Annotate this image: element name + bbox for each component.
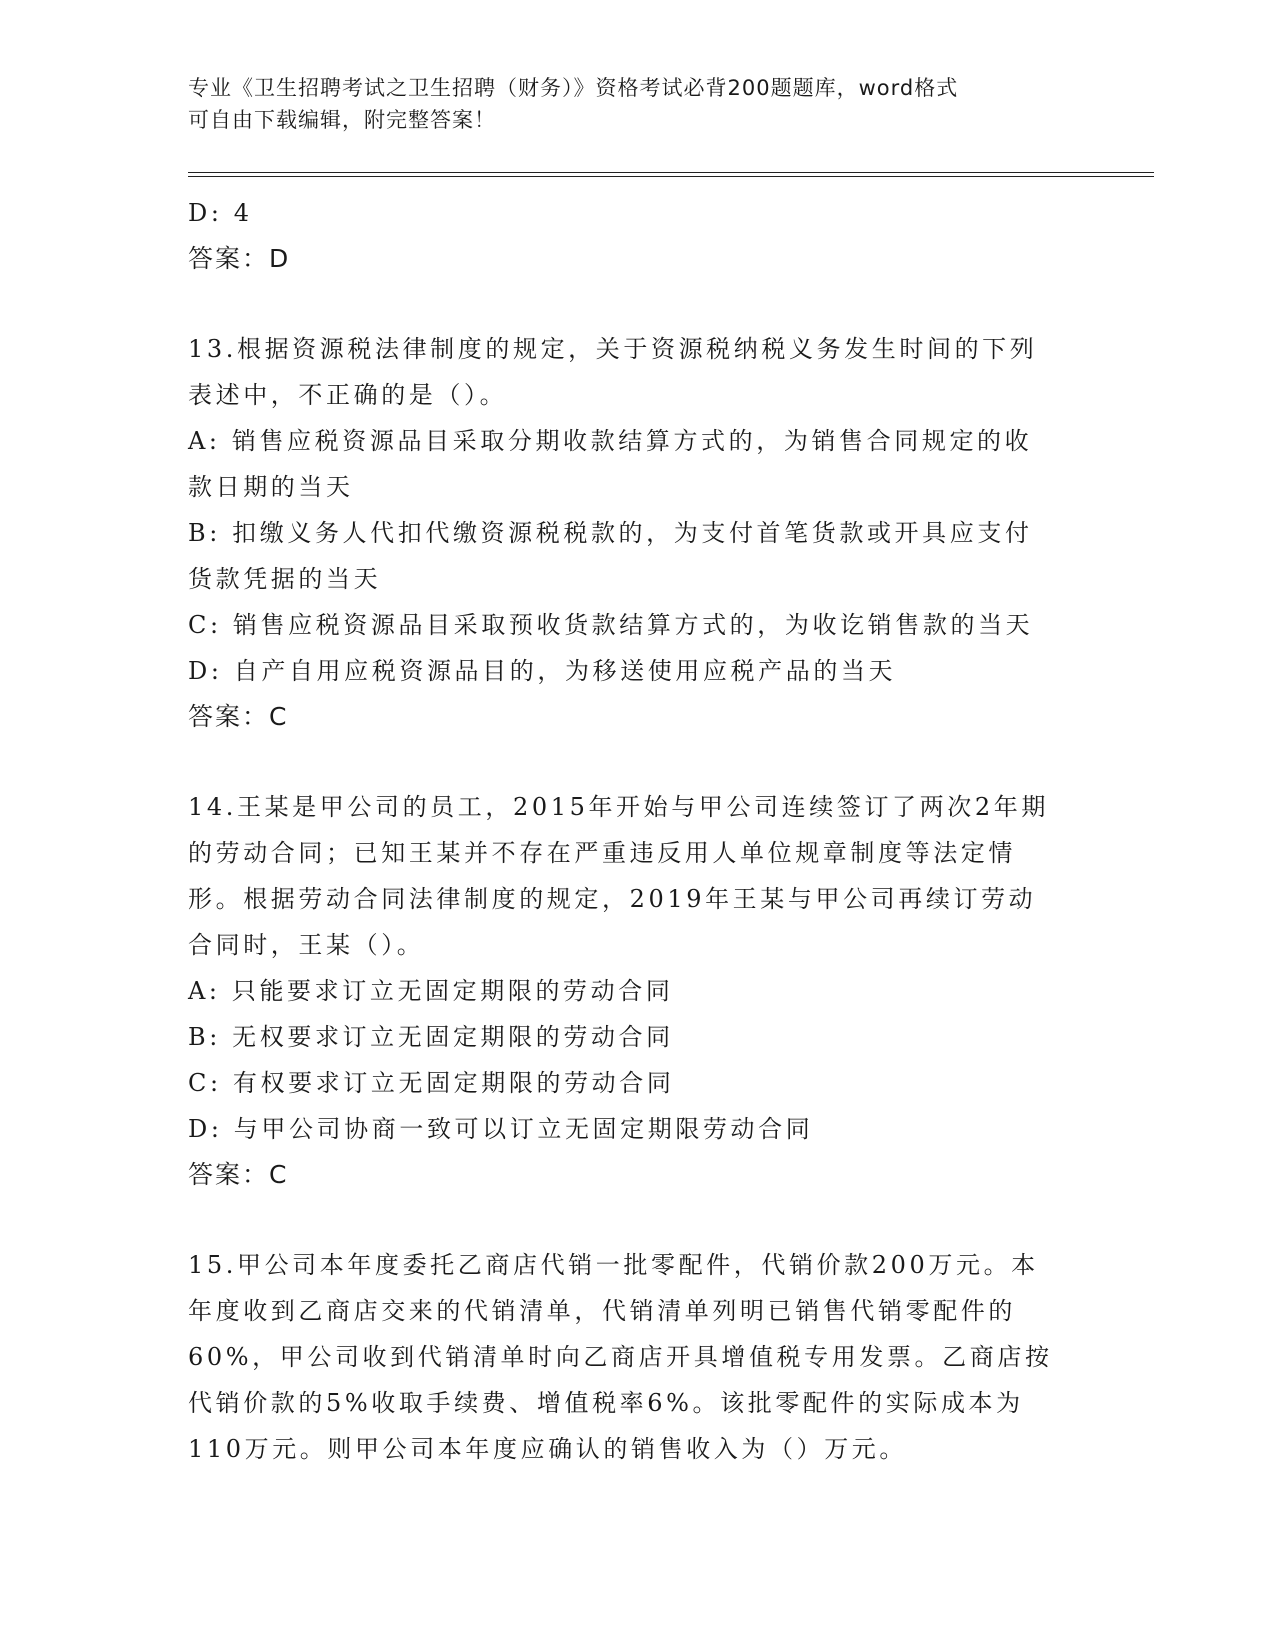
page-header [188, 72, 1088, 136]
question-text: 合同时，王某（）。 [188, 931, 425, 959]
question-text: 14.王某是甲公司的员工，2015年开始与甲公司连续签订了两次2年期 [188, 793, 1049, 821]
option-d: D: 自产自用应税资源品目的，为移送使用应税产品的当天 [188, 657, 897, 685]
question-14 [188, 784, 1088, 1198]
question-text: 年度收到乙商店交来的代销清单，代销清单列明已销售代销零配件的 [188, 1297, 1016, 1325]
question-text: 代销价款的5%收取手续费、增值税率6%。该批零配件的实际成本为 [188, 1389, 1024, 1417]
header-rule-top [188, 172, 1154, 173]
header-rule-bottom [188, 176, 1154, 177]
option-b-continued: 货款凭据的当天 [188, 565, 382, 593]
prev-question-tail [188, 190, 1088, 282]
question-text: 15.甲公司本年度委托乙商店代销一批零配件，代销价款200万元。本 [188, 1251, 1039, 1279]
header-title-line-2: 可自由下载编辑，附完整答案！ [188, 108, 496, 132]
option-a: A: 销售应税资源品目采取分期收款结算方式的，为销售合同规定的收 [188, 427, 1033, 455]
question-text: 的劳动合同；已知王某并不存在严重违反用人单位规章制度等法定情 [188, 839, 1016, 867]
option-b: B: 扣缴义务人代扣代缴资源税税款的，为支付首笔货款或开具应支付 [188, 519, 1033, 547]
question-text: 110万元。则甲公司本年度应确认的销售收入为（）万元。 [188, 1435, 908, 1463]
answer-line: 答案：C [188, 702, 289, 731]
option-d: D: 4 [188, 199, 253, 227]
answer-line: 答案：D [188, 244, 291, 273]
document-body [188, 190, 1088, 1472]
option-c: C: 有权要求订立无固定期限的劳动合同 [188, 1069, 675, 1097]
question-text: 60%，甲公司收到代销清单时向乙商店开具增值税专用发票。乙商店按 [188, 1343, 1053, 1371]
question-13 [188, 326, 1088, 740]
question-text: 表述中，不正确的是（）。 [188, 381, 508, 409]
answer-line: 答案：C [188, 1160, 289, 1189]
option-b: B: 无权要求订立无固定期限的劳动合同 [188, 1023, 674, 1051]
option-a: A: 只能要求订立无固定期限的劳动合同 [188, 977, 674, 1005]
question-15 [188, 1242, 1088, 1472]
question-text: 13.根据资源税法律制度的规定，关于资源税纳税义务发生时间的下列 [188, 335, 1038, 363]
question-text: 形。根据劳动合同法律制度的规定，2019年王某与甲公司再续订劳动 [188, 885, 1037, 913]
option-c: C: 销售应税资源品目采取预收货款结算方式的，为收讫销售款的当天 [188, 611, 1034, 639]
option-d: D: 与甲公司协商一致可以订立无固定期限劳动合同 [188, 1115, 814, 1143]
option-a-continued: 款日期的当天 [188, 473, 354, 501]
header-title-line-1: 专业《卫生招聘考试之卫生招聘（财务）》资格考试必背200题题库，word格式 [188, 76, 959, 100]
